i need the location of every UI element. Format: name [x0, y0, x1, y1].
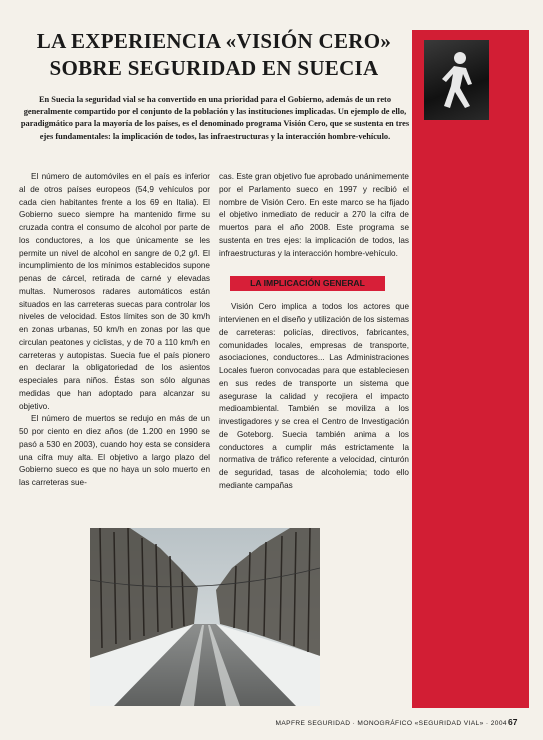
article-title — [18, 28, 410, 82]
section-heading: LA IMPLICACIÓN GENERAL — [230, 276, 385, 291]
red-sidebar-band — [412, 30, 529, 708]
body-paragraph: El número de muertos se redujo en más de un 50 por ciento en diez años (de 1.200 en 1990 se pasó a 530 en 2003), cuando hoy esta se considera una cifra muy alta. El objetivo a largo plazo del Gobierno sueco es que no haya un solo muerto en las carreteras sue- — [19, 414, 210, 487]
body-paragraph: cas. Este gran objetivo fue aprobado unánimemente por el Parlamento sueco en 1997 y recibió el nombre de Visión Cero. En este marco se ha fijado el objetivo inmediato de reducir a 270 la cifra de muertos para el año 2008. Este programa se sustenta en tres ejes: la implicación de todos, las infraestructuras y la interacción hombre-vehículo. — [219, 172, 409, 258]
snowy-road-photo — [90, 528, 320, 706]
body-paragraph: Visión Cero implica a todos los actores que intervienen en el diseño y utilización de los sistemas de carreteras: policías, directivos, fabricantes, comunidades locales, empresas de transporte, asociaciones, conductores... Las Administraciones Locales fueron convocadas para que estableciesen en sus redes de transporte un sistema que asegurase la calidad y recojiera el impacto medioambiental. También se moviliza a los investigadores y se crea el Centro de Investigación de Goteborg. Suecia también anima a los conductores a cumplir más estrictamente la normativa de tráfico referente a velocidad, cinturón de seguridad, tasas de alcoholemia; todo ello mediante campañas — [219, 302, 409, 490]
title-line-1: LA EXPERIENCIA «VISIÓN CERO» — [36, 29, 392, 53]
text-column-right — [219, 171, 409, 493]
text-column-left — [19, 171, 210, 490]
pedestrian-sign-photo — [424, 40, 489, 120]
body-paragraph: El número de automóviles en el país es inferior al de otros países europeos (54,9 vehículos por cada cien habitantes frente a los 69 en Italia). El Gobierno sueco siempre ha mantenido firme su cruzada contra el consumo de alcohol por parte de los conductores, a los que únicamente se les permite un nivel de alcohol en sangre de 0,2 g/l. El incumplimiento de los mínimos establecidos supone penas de cárcel, retirada de carné y elevadas multas. Numerosos radares automáticos están situados en las carreteras suecas para controlar los niveles de velocidad. Estos límites son de 30 km/h en zonas urbanas, 50 km/h en zonas por las que circulan peatones y ciclistas, y de 70 a 110 km/h en carreteras y autopistas. Suecia fue el país pionero en declarar la obligatoriedad de los asientos especiales para niños. Éstas son sólo algunas medidas que han adoptado para alcanzar su objetivo. — [19, 172, 210, 411]
title-line-2: SOBRE SEGURIDAD EN SUECIA — [49, 56, 379, 80]
snowy-road-graphic — [90, 528, 320, 706]
page-footer: MAPFRE SEGURIDAD · MONOGRÁFICO «SEGURIDAD VIAL» · 2004 — [275, 720, 507, 727]
pedestrian-sign-graphic — [424, 40, 489, 120]
page-number: 67 — [508, 717, 518, 727]
article-intro: En Suecia la seguridad vial se ha convertido en una prioridad para el Gobierno, además de un reto generalmente compartido por el conjunto de la población y las instituciones implicadas. Un ejemplo de ello, paradigmático para la mayoría de los países, es el denominado programa Visión Cero, que se sustenta en tres ejes fundamentales: la implicación de todos, las infraestructuras y la interacción hombre-vehículo. — [20, 95, 410, 141]
